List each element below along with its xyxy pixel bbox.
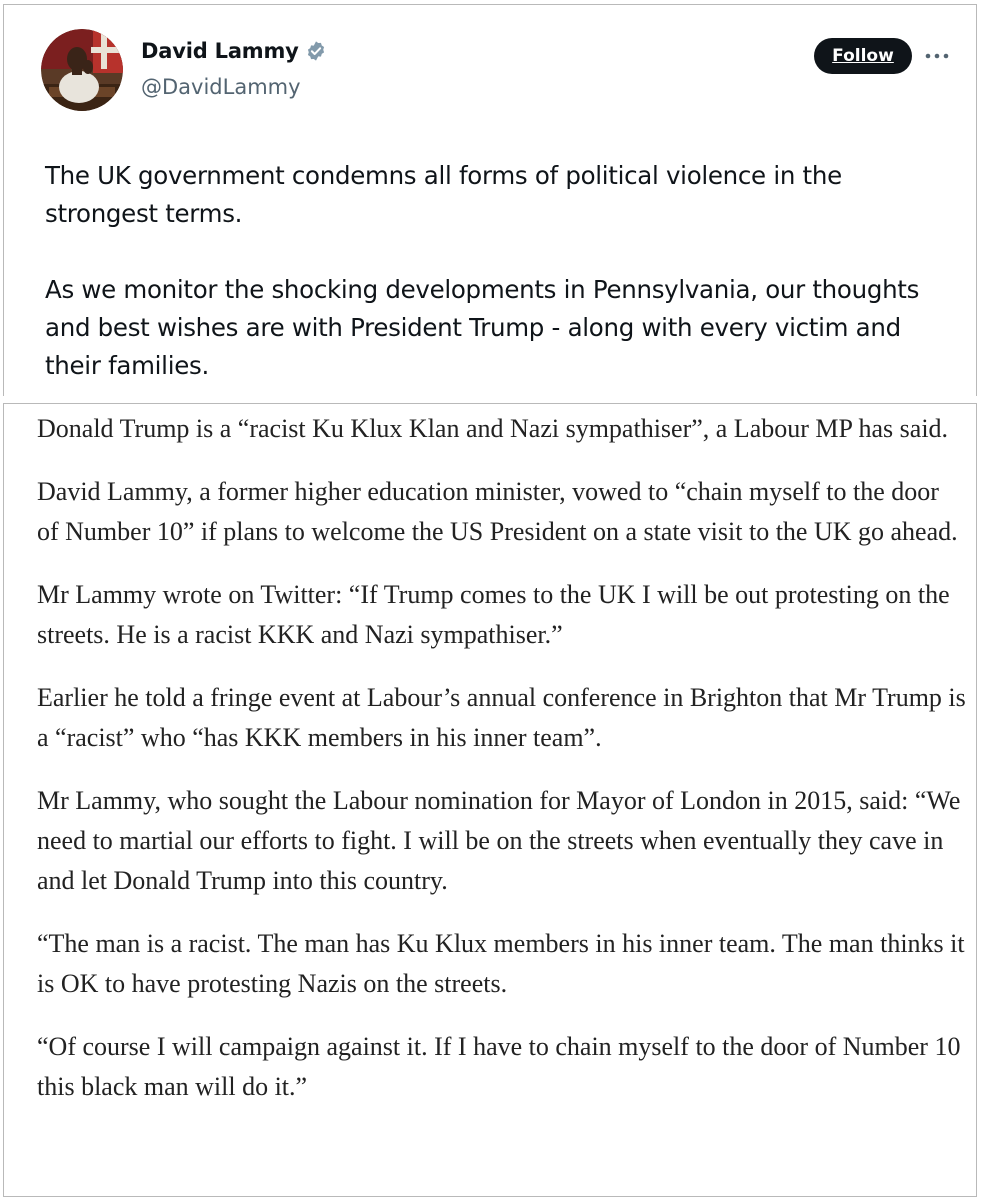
article-paragraph: “Of course I will campaign against it. If I have to chain myself to the door of Number 10 this black man will do it.” — [37, 1032, 961, 1101]
article-paragraph: David Lammy, a former higher education minister, vowed to “chain myself to the door of Number 10” if plans to welcome the US President on a state visit to the UK go ahead. — [37, 477, 958, 546]
article-paragraph: Mr Lammy wrote on Twitter: “If Trump comes to the UK I will be out protesting on the streets. He is a racist KKK and Nazi sympathiser.” — [37, 580, 950, 649]
profile-photo-icon — [41, 29, 123, 111]
verified-badge-icon — [305, 40, 327, 62]
avatar[interactable] — [41, 29, 123, 111]
article-paragraph: “The man is a racist. The man has Ku Klux members in his inner team. The man thinks it is OK to have protesting Nazis on the streets. — [37, 929, 965, 998]
author-display-name[interactable]: David Lammy — [141, 39, 299, 63]
divider — [0, 396, 981, 403]
tweet-card — [3, 4, 977, 396]
tweet-text — [45, 157, 945, 385]
article-excerpt — [3, 403, 977, 1197]
more-options-button[interactable] — [922, 41, 952, 71]
article-body — [37, 409, 967, 1130]
article-paragraph: Mr Lammy, who sought the Labour nomination for Mayor of London in 2015, said: “We need to martial our efforts to fight. I will be on the streets when eventually they cave in and let Donald Trump into this country. — [37, 786, 961, 895]
author-handle[interactable]: @DavidLammy — [141, 75, 301, 99]
article-paragraph: Donald Trump is a “racist Ku Klux Klan and Nazi sympathiser”, a Labour MP has said. — [37, 414, 949, 443]
tweet-paragraph: As we monitor the shocking developments in Pennsylvania, our thoughts and best wishes are with President Trump - along with every victim and their families. — [45, 275, 920, 380]
follow-button[interactable]: Follow — [814, 38, 912, 74]
tweet-paragraph: The UK government condemns all forms of political violence in the strongest terms. — [45, 161, 842, 228]
author-name-row — [141, 39, 327, 63]
article-paragraph: Earlier he told a fringe event at Labour’s annual conference in Brighton that Mr Trump is a “racist” who “has KKK members in his inner team”. — [37, 683, 966, 752]
more-horizontal-icon — [924, 52, 950, 60]
